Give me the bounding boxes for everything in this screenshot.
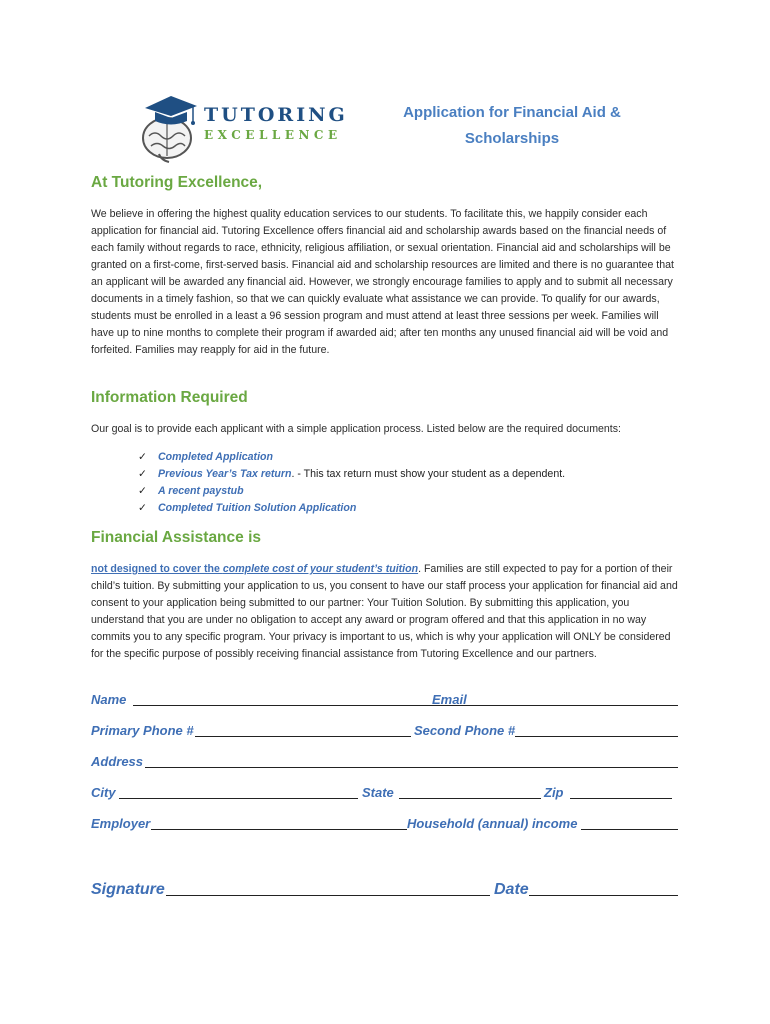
primary-phone-label: Primary Phone # [91,723,194,738]
state-label: State [362,785,394,800]
date-field[interactable] [529,895,678,896]
logo-text-tutoring: TUTORING [204,104,348,126]
primary-phone-field[interactable] [195,736,411,737]
email-label: Email [432,692,467,707]
date-label: Date [494,881,529,898]
employer-field[interactable] [151,829,407,830]
household-income-label: Household (annual) income [407,816,578,831]
document-title [392,100,632,152]
checkmark-icon: ✓ [138,485,147,497]
info-required-heading: Information Required [91,389,248,406]
city-field[interactable] [119,798,358,799]
checkmark-icon: ✓ [138,451,147,463]
checkmark-icon: ✓ [138,502,147,514]
info-intro: Our goal is to provide each applicant with a simple application process. Listed below are the required documents: [91,423,621,435]
city-label: City [91,785,116,800]
document-name: Previous Year’s Tax return [158,468,292,480]
list-item [138,500,565,517]
required-documents-list [138,449,565,517]
address-label: Address [91,754,144,769]
name-email-row [91,689,678,709]
logo-text-excellence: EXCELLENCE [204,128,342,142]
list-item [138,483,565,500]
list-item [138,449,565,466]
financial-assistance-paragraph [91,561,681,663]
brain-graduation-cap-icon [143,96,197,162]
state-field[interactable] [399,798,541,799]
document-note: . - This tax return must show your student as a dependent. [291,468,566,480]
signature-label: Signature [91,881,165,898]
intro-paragraph: We believe in offering the highest quality education services to our students. To facilitate this, we happily consider each application for financial aid. Tutoring Excellence offers financial aid and scholarship awards based on the financial needs of each family without regards to race, ethnicity, religious affiliation, or sexual orientation. Financial aid and scholarships will be granted on a first-come, first-served basis. Financial aid and scholarship resources are limited and there is no guarantee that an applicant will be awarded any financial aid. However, we strongly encourage families to apply and to submit all necessary documents in a timely fashion, so that we can quickly evaluate what assistance we can provide. To qualify for our awards, students must be enrolled in a least a 96 session program and must attend at least three sessions per week. Families will have up to nine months to complete their program if awarded aid; after ten months any unused financial aid will be void and forfeited. Families may reapply for aid in the future. [91,208,674,356]
document-title-line2: Scholarships [464,130,560,147]
address-field[interactable] [145,767,678,768]
document-name: A recent paystub [158,485,244,497]
assistance-body-text: . Families are still expected to pay for a portion of their child’s tuition. By submitting your application to us, you consent to have our staff process your application for financial aid and consent to your application being submitted to our partner: Your Tuition Solution. By submitting this application, you understand that you are under no obligation to accept any award or program offered and that this application in no way commits you to any specific program. Your privacy is important to us, which is why your application will ONLY be considered for the specific purpose of possibly receiving financial assistance from Tutoring Excellence and our partners. [91,563,678,660]
signature-field[interactable] [166,895,490,896]
financial-assistance-heading: Financial Assistance is [91,529,262,546]
name-label: Name [91,692,127,707]
greeting-heading: At Tutoring Excellence, [91,174,263,191]
document-name: Completed Application [158,451,273,463]
document-name: Completed Tuition Solution Application [158,502,357,514]
household-income-field[interactable] [581,829,678,830]
email-field[interactable] [467,705,678,706]
second-phone-field[interactable] [515,736,678,737]
signature-date-row [91,875,678,899]
zip-label: Zip [544,785,564,800]
address-row [91,751,678,771]
not-designed-text: not designed to cover the [91,563,223,575]
second-phone-label: Second Phone # [414,723,516,738]
document-title-line1: Application for Financial Aid & [403,104,621,121]
checkmark-icon: ✓ [138,468,147,480]
phone-row [91,720,678,740]
list-item [138,466,565,483]
employer-label: Employer [91,816,151,831]
zip-field[interactable] [570,798,672,799]
complete-cost-text: complete cost of your student’s tuition [222,563,419,575]
city-state-zip-row [91,782,678,802]
employer-income-row [91,813,678,833]
